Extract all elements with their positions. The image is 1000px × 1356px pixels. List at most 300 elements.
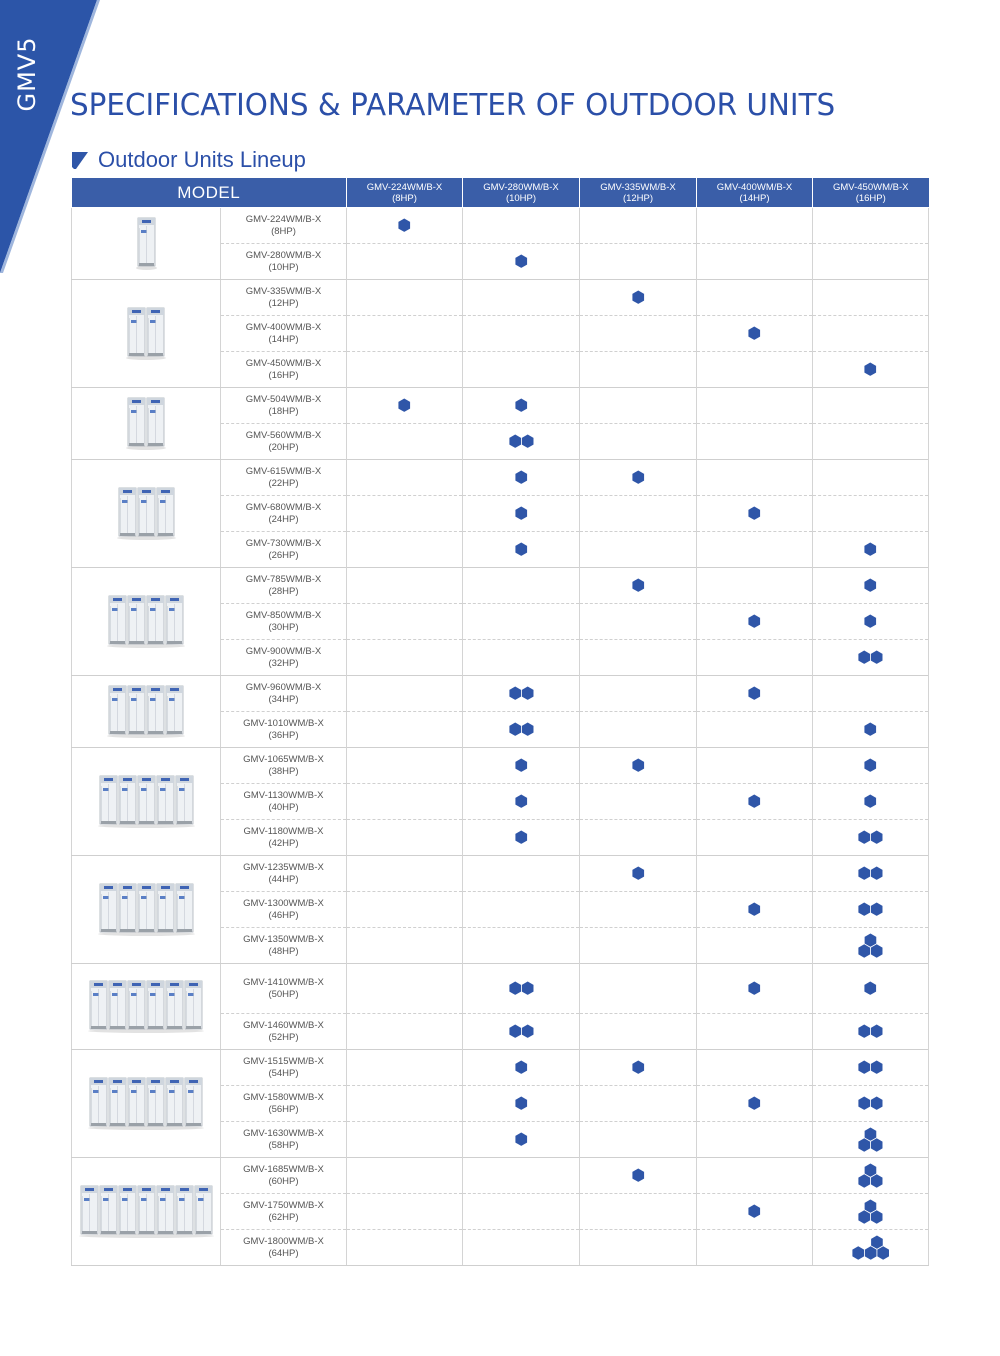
unit-hex-icon (521, 981, 533, 995)
model-hp: (58HP) (268, 1139, 299, 1151)
lineup-table (71, 177, 929, 1266)
unit-count-hex-group (508, 980, 535, 996)
combination-cell (580, 964, 697, 1014)
model-cell (221, 388, 347, 424)
combination-cell (580, 1230, 697, 1266)
unit-count-hex-group (863, 980, 878, 996)
unit-image-cell (72, 676, 221, 748)
model-hp: (34HP) (268, 693, 299, 705)
combination-cell (463, 388, 580, 424)
table-row (72, 964, 929, 1014)
combination-cell (463, 712, 580, 748)
combination-cell (463, 820, 580, 856)
unit-hex-icon (521, 1024, 533, 1038)
unit-image-cell (72, 388, 221, 460)
outdoor-unit-image (87, 1076, 205, 1132)
table-row (72, 1158, 929, 1194)
combination-cell (347, 496, 463, 532)
unit-hex-icon (515, 1132, 527, 1146)
outdoor-unit-icon (119, 1186, 136, 1234)
model-name: GMV-680WM/B-X (245, 501, 322, 513)
model-hp: (42HP) (268, 837, 299, 849)
model-cell (221, 712, 347, 748)
unit-count-hex-group (397, 217, 412, 233)
unit-hex-icon (515, 830, 527, 844)
unit-count-hex-group (857, 1095, 884, 1111)
combination-cell (813, 856, 929, 892)
unit-hex-icon (864, 794, 876, 808)
table-row (72, 676, 929, 712)
outdoor-unit-image (106, 594, 186, 650)
combination-cell (580, 1194, 697, 1230)
outdoor-unit-icon (157, 884, 174, 932)
outdoor-unit-icon (109, 596, 126, 644)
outdoor-unit-icon (128, 308, 145, 356)
combination-cell (697, 640, 813, 676)
model-cell (221, 352, 347, 388)
outdoor-unit-image (87, 979, 205, 1035)
unit-hex-icon (858, 902, 870, 916)
model-name: GMV-560WM/B-X (245, 429, 322, 441)
combination-cell (813, 244, 929, 280)
unit-image-cell (72, 748, 221, 856)
outdoor-unit-icon (157, 1186, 174, 1234)
model-hp: (26HP) (268, 549, 299, 561)
model-cell (221, 604, 347, 640)
outdoor-unit-image (125, 396, 167, 452)
unit-hex-icon (515, 794, 527, 808)
combination-cell (697, 1122, 813, 1158)
model-hp: (32HP) (268, 657, 299, 669)
outdoor-unit-icon (138, 776, 155, 824)
combination-cell (697, 460, 813, 496)
combination-cell (463, 856, 580, 892)
combination-cell (463, 460, 580, 496)
combination-cell (813, 640, 929, 676)
unit-image-cell (72, 460, 221, 568)
unit-image-cell (72, 568, 221, 676)
combination-cell (580, 316, 697, 352)
unit-count-hex-group (747, 793, 762, 809)
unit-hex-icon (748, 506, 760, 520)
combination-cell (813, 676, 929, 712)
outdoor-unit-icon (109, 686, 126, 734)
unit-hex-icon (632, 1168, 644, 1182)
combination-cell (813, 352, 929, 388)
model-cell (221, 676, 347, 712)
unit-hex-icon (509, 686, 521, 700)
combination-cell (813, 532, 929, 568)
combination-cell (813, 892, 929, 928)
model-cell (221, 964, 347, 1014)
unit-count-hex-group (514, 829, 529, 845)
outdoor-unit-image (125, 306, 167, 362)
unit-hex-icon (632, 578, 644, 592)
combination-cell (347, 964, 463, 1014)
outdoor-unit-icon (147, 398, 164, 446)
column-header (463, 178, 580, 208)
model-name: GMV-1630WM/B-X (243, 1127, 324, 1139)
outdoor-unit-icon (147, 981, 164, 1029)
table-row (72, 1050, 929, 1086)
unit-hex-icon (852, 1246, 864, 1260)
outdoor-unit-icon (128, 981, 145, 1029)
unit-count-hex-group (863, 721, 878, 737)
combination-cell (580, 1050, 697, 1086)
combination-cell (463, 208, 580, 244)
column-hp: (12HP) (622, 192, 654, 204)
combination-cell (697, 1014, 813, 1050)
unit-count-hex-group (863, 577, 878, 593)
combination-cell (697, 1158, 813, 1194)
page-title: SPECIFICATIONS & PARAMETER OF OUTDOOR UNITS (70, 88, 836, 123)
model-hp: (48HP) (268, 945, 299, 957)
outdoor-unit-icon (109, 1078, 126, 1126)
combination-cell (697, 352, 813, 388)
outdoor-unit-icon (176, 884, 193, 932)
table-header-row (72, 178, 929, 208)
combination-cell (347, 856, 463, 892)
outdoor-unit-icon (128, 1078, 145, 1126)
combination-cell (347, 532, 463, 568)
combination-cell (347, 892, 463, 928)
combination-cell (463, 1050, 580, 1086)
unit-hex-icon (748, 981, 760, 995)
column-model: GMV-280WM/B-X (483, 181, 559, 193)
unit-count-hex-group (631, 1059, 646, 1075)
outdoor-unit-image (97, 774, 196, 830)
unit-hex-icon (864, 362, 876, 376)
combination-cell (697, 532, 813, 568)
combination-cell (580, 712, 697, 748)
column-header (580, 178, 697, 208)
unit-count-hex-group (747, 1203, 762, 1219)
combination-cell (347, 928, 463, 964)
unit-hex-icon (748, 1204, 760, 1218)
unit-hex-icon (870, 1210, 882, 1224)
outdoor-unit-icon (185, 981, 202, 1029)
unit-count-hex-group (631, 577, 646, 593)
unit-count-hex-group (857, 1198, 884, 1225)
outdoor-unit-icon (147, 686, 164, 734)
combination-cell (697, 856, 813, 892)
combination-cell (580, 244, 697, 280)
combination-cell (580, 388, 697, 424)
unit-count-hex-group (747, 505, 762, 521)
unit-hex-icon (870, 944, 882, 958)
model-hp: (16HP) (268, 369, 299, 381)
unit-hex-icon (748, 686, 760, 700)
combination-cell (463, 892, 580, 928)
combination-cell (813, 460, 929, 496)
model-hp: (8HP) (271, 225, 296, 237)
outdoor-unit-icon (147, 308, 164, 356)
model-name: GMV-900WM/B-X (245, 645, 322, 657)
unit-hex-icon (398, 218, 410, 232)
outdoor-unit-icon (138, 884, 155, 932)
model-cell (221, 1086, 347, 1122)
section-marker-icon (72, 151, 89, 170)
unit-hex-icon (748, 902, 760, 916)
unit-count-hex-group (631, 1167, 646, 1183)
combination-cell (347, 1122, 463, 1158)
combination-cell (580, 784, 697, 820)
combination-cell (580, 1158, 697, 1194)
unit-count-hex-group (857, 901, 884, 917)
outdoor-unit-icon (166, 981, 183, 1029)
combination-cell (347, 1230, 463, 1266)
combination-cell (463, 784, 580, 820)
unit-count-hex-group (514, 1059, 529, 1075)
model-hp: (36HP) (268, 729, 299, 741)
column-header (697, 178, 813, 208)
combination-cell (697, 244, 813, 280)
combination-cell (697, 1050, 813, 1086)
outdoor-unit-icon (81, 1186, 98, 1234)
outdoor-unit-icon (176, 776, 193, 824)
combination-cell (813, 1194, 929, 1230)
outdoor-unit-image (106, 684, 186, 740)
unit-hex-icon (870, 1138, 882, 1152)
combination-cell (463, 604, 580, 640)
combination-cell (347, 1194, 463, 1230)
unit-hex-icon (870, 650, 882, 664)
combination-cell (697, 388, 813, 424)
unit-count-hex-group (514, 253, 529, 269)
outdoor-unit-icon (157, 488, 174, 536)
outdoor-unit-icon (119, 776, 136, 824)
combination-cell (813, 1086, 929, 1122)
column-hp: (14HP) (739, 192, 770, 204)
combination-cell (697, 280, 813, 316)
unit-hex-icon (864, 578, 876, 592)
model-name: GMV-1460WM/B-X (243, 1019, 324, 1031)
outdoor-unit-icon (176, 1186, 193, 1234)
unit-count-hex-group (514, 541, 529, 557)
model-name: GMV-785WM/B-X (245, 573, 322, 585)
unit-count-hex-group (514, 1095, 529, 1111)
outdoor-unit-icon (166, 1078, 183, 1126)
model-name: GMV-960WM/B-X (245, 681, 322, 693)
model-hp: (56HP) (268, 1103, 299, 1115)
model-name: GMV-1065WM/B-X (243, 753, 324, 765)
unit-hex-icon (632, 470, 644, 484)
combination-cell (697, 1230, 813, 1266)
model-hp: (60HP) (268, 1175, 299, 1187)
model-hp: (40HP) (268, 801, 299, 813)
unit-hex-icon (509, 434, 521, 448)
column-hp: (8HP) (392, 192, 417, 204)
combination-cell (463, 676, 580, 712)
combination-cell (697, 568, 813, 604)
unit-hex-icon (858, 944, 870, 958)
combination-cell (813, 820, 929, 856)
combination-cell (813, 568, 929, 604)
unit-count-hex-group (508, 721, 535, 737)
combination-cell (813, 1122, 929, 1158)
model-name: GMV-850WM/B-X (245, 609, 322, 621)
model-name: GMV-224WM/B-X (245, 213, 322, 225)
unit-count-hex-group (747, 980, 762, 996)
unit-hex-icon (858, 830, 870, 844)
unit-image-cell (72, 208, 221, 280)
unit-hex-icon (877, 1246, 889, 1260)
model-name: GMV-1750WM/B-X (243, 1199, 324, 1211)
model-hp: (46HP) (268, 909, 299, 921)
unit-count-hex-group (863, 361, 878, 377)
unit-count-hex-group (747, 901, 762, 917)
combination-cell (463, 1122, 580, 1158)
model-cell (221, 1050, 347, 1086)
outdoor-unit-icon (138, 488, 155, 536)
model-cell (221, 1230, 347, 1266)
model-hp: (28HP) (268, 585, 299, 597)
unit-count-hex-group (857, 1126, 884, 1153)
unit-hex-icon (858, 650, 870, 664)
combination-cell (580, 1014, 697, 1050)
unit-hex-icon (864, 722, 876, 736)
combination-cell (347, 244, 463, 280)
combination-cell (347, 640, 463, 676)
combination-cell (463, 748, 580, 784)
unit-hex-icon (509, 722, 521, 736)
unit-hex-icon (864, 614, 876, 628)
combination-cell (813, 388, 929, 424)
combination-cell (813, 928, 929, 964)
model-hp: (54HP) (268, 1067, 299, 1079)
combination-cell (347, 352, 463, 388)
outdoor-unit-icon (147, 1078, 164, 1126)
combination-cell (463, 352, 580, 388)
outdoor-unit-icon (185, 1078, 202, 1126)
unit-count-hex-group (631, 289, 646, 305)
brand-tag: GMV5 (13, 36, 41, 112)
combination-cell (347, 1014, 463, 1050)
unit-hex-icon (858, 1060, 870, 1074)
outdoor-unit-icon (100, 776, 117, 824)
combination-cell (463, 568, 580, 604)
unit-hex-icon (748, 614, 760, 628)
model-name: GMV-335WM/B-X (245, 285, 322, 297)
unit-hex-icon (858, 866, 870, 880)
unit-hex-icon (398, 398, 410, 412)
combination-cell (580, 352, 697, 388)
model-name: GMV-1800WM/B-X (243, 1235, 324, 1247)
model-name: GMV-400WM/B-X (245, 321, 322, 333)
model-hp: (30HP) (268, 621, 299, 633)
unit-hex-icon (870, 1174, 882, 1188)
combination-cell (697, 676, 813, 712)
model-name: GMV-1235WM/B-X (243, 861, 324, 873)
outdoor-unit-icon (109, 981, 126, 1029)
combination-cell (347, 568, 463, 604)
combination-cell (463, 316, 580, 352)
combination-cell (813, 1230, 929, 1266)
combination-cell (697, 424, 813, 460)
combination-cell (813, 424, 929, 460)
model-cell (221, 316, 347, 352)
unit-count-hex-group (857, 1059, 884, 1075)
combination-cell (697, 1194, 813, 1230)
unit-count-hex-group (631, 865, 646, 881)
unit-hex-icon (632, 290, 644, 304)
unit-count-hex-group (747, 685, 762, 701)
combination-cell (463, 640, 580, 676)
model-cell (221, 892, 347, 928)
outdoor-unit-icon (100, 884, 117, 932)
unit-hex-icon (864, 981, 876, 995)
model-hp: (62HP) (268, 1211, 299, 1223)
model-name: GMV-1010WM/B-X (243, 717, 324, 729)
combination-cell (580, 568, 697, 604)
combination-cell (813, 604, 929, 640)
model-cell (221, 1158, 347, 1194)
combination-cell (580, 820, 697, 856)
combination-cell (463, 1194, 580, 1230)
combination-cell (580, 676, 697, 712)
model-name: GMV-504WM/B-X (245, 393, 322, 405)
unit-count-hex-group (514, 793, 529, 809)
combination-cell (697, 316, 813, 352)
combination-cell (580, 892, 697, 928)
unit-hex-icon (864, 1246, 876, 1260)
unit-count-hex-group (514, 397, 529, 413)
combination-cell (463, 244, 580, 280)
model-cell (221, 820, 347, 856)
column-model: GMV-224WM/B-X (366, 181, 443, 193)
model-hp: (22HP) (268, 477, 299, 489)
combination-cell (697, 964, 813, 1014)
column-model: GMV-400WM/B-X (716, 181, 793, 193)
combination-cell (347, 424, 463, 460)
model-column-header: MODEL (72, 178, 347, 208)
outdoor-unit-icon (128, 686, 145, 734)
combination-cell (347, 1050, 463, 1086)
outdoor-unit-icon (166, 686, 183, 734)
unit-count-hex-group (514, 1131, 529, 1147)
unit-hex-icon (515, 1096, 527, 1110)
combination-cell (813, 496, 929, 532)
unit-hex-icon (748, 1096, 760, 1110)
combination-cell (580, 748, 697, 784)
model-cell (221, 496, 347, 532)
combination-cell (463, 496, 580, 532)
combination-cell (580, 424, 697, 460)
combination-cell (463, 1014, 580, 1050)
table-row (72, 568, 929, 604)
unit-hex-icon (870, 902, 882, 916)
outdoor-unit-icon (90, 1078, 107, 1126)
unit-count-hex-group (508, 433, 535, 449)
model-cell (221, 784, 347, 820)
outdoor-unit-image (116, 486, 177, 542)
unit-hex-icon (870, 866, 882, 880)
model-cell (221, 856, 347, 892)
outdoor-unit-icon (128, 596, 145, 644)
model-name: GMV-450WM/B-X (245, 357, 322, 369)
combination-cell (463, 928, 580, 964)
unit-hex-icon (858, 1210, 870, 1224)
combination-cell (813, 748, 929, 784)
unit-hex-icon (632, 1060, 644, 1074)
unit-count-hex-group (863, 541, 878, 557)
unit-count-hex-group (857, 865, 884, 881)
combination-cell (813, 1158, 929, 1194)
combination-cell (347, 388, 463, 424)
model-cell (221, 424, 347, 460)
combination-cell (463, 280, 580, 316)
combination-cell (580, 460, 697, 496)
